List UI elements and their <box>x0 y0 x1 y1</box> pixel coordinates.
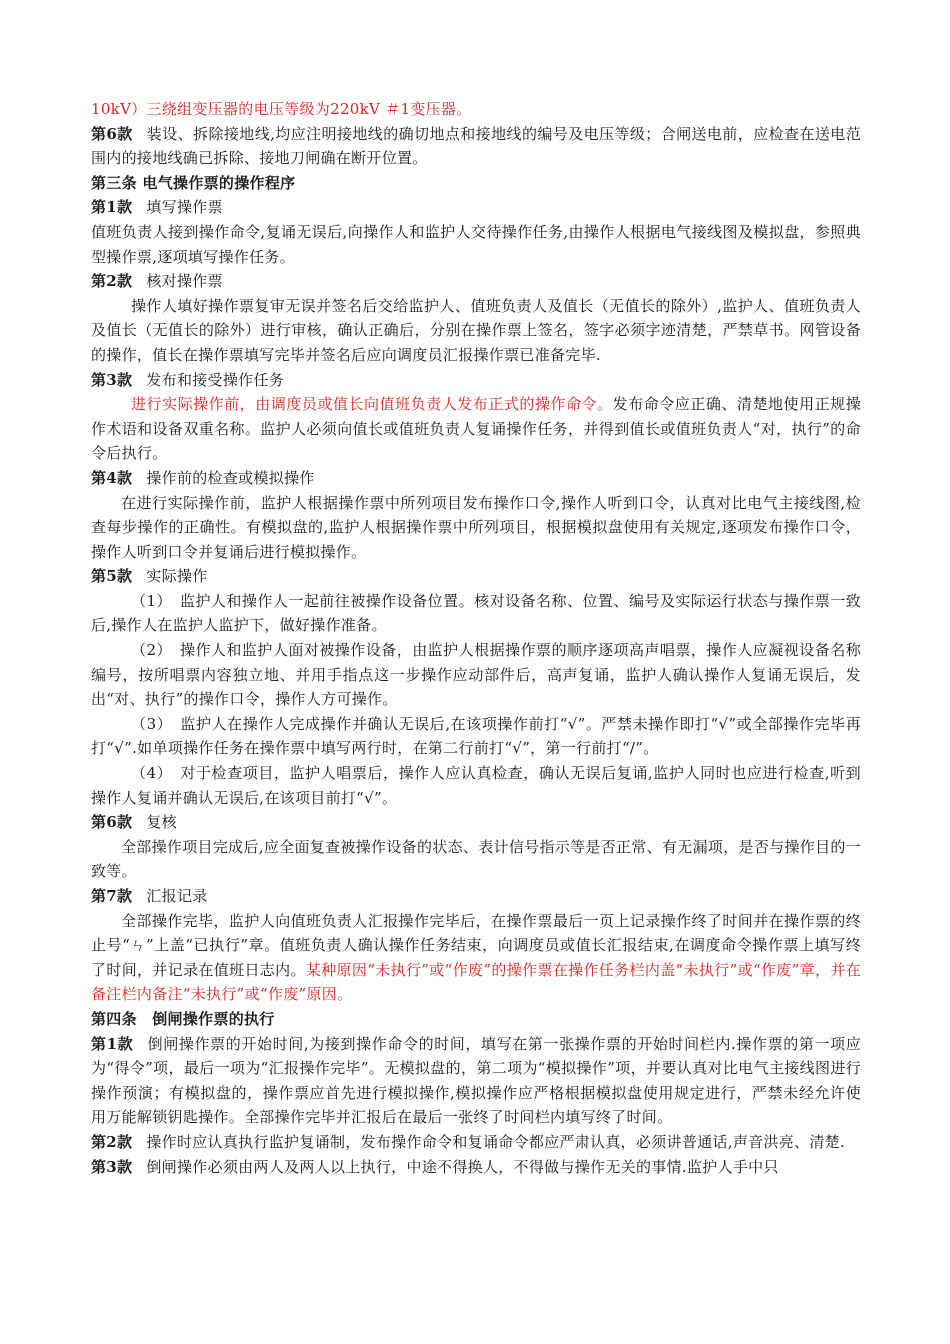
section-5-item-1: （1） 监护人和操作人一起前往被操作设备位置。核对设备名称、位置、编号及实际运行状态与操作票一致后,操作人在监护人监护下，做好操作准备。 <box>91 591 861 635</box>
document-page <box>91 97 861 1179</box>
section-5-heading: 第5款 <box>91 567 133 586</box>
section-5-item-3: （3） 监护人在操作人完成操作并确认无误后,在该项操作前打“√”。严禁未操作即打“√”或全部操作完毕再打“√”.如单项操作任务在操作票中填写两行时，在第二行前打“√”，第一行前打“/”。 <box>91 714 861 758</box>
section-3-heading-line <box>91 368 861 393</box>
section-3-paragraph <box>91 392 861 466</box>
exec-1-text: 倒闸操作票的开始时间,为接到操作命令的时间，填写在第一张操作票的开始时间栏内.操作票的第一项应为“得令”项，最后一项为“汇报操作完毕”。无模拟盘的，第二项为“模拟操作”项，并要认真对比电气主接线图进行操作预演；有模拟盘的，操作票应首先进行模拟操作,模拟操作应严格根据模拟盘使用规定进行，严禁未经允许使用万能解锁钥匙操作。全部操作完毕并汇报后在最后一张终了时间栏内填写终了时间。 <box>91 1034 862 1127</box>
exec-3-paragraph <box>91 1155 861 1180</box>
section-1-heading-line <box>91 195 861 220</box>
section-2-heading-line <box>91 269 861 294</box>
section-2-heading: 第2款 <box>91 272 133 291</box>
section-7-heading: 第7款 <box>91 887 133 905</box>
section-2-text: 操作人填好操作票复审无误并签名后交给监护人、值班负责人及值长（无值长的除外）,监护人、值班负责人及值长（无值长的除外）进行审核，确认正确后，分别在操作票上签名，签字必须字迹清楚，严禁草书。网管设备的操作，值长在操作票填写完毕并签名后应向调度员汇报操作票已准备完毕. <box>91 296 861 364</box>
section-4-title: 操作前的检查或模拟操作 <box>146 468 315 487</box>
section-4-heading: 第4款 <box>91 468 133 487</box>
section-1-heading: 第1款 <box>91 198 133 217</box>
section-3-title: 发布和接受操作任务 <box>146 370 285 389</box>
section-6-heading-line <box>91 810 861 835</box>
section-3-heading: 第3款 <box>91 370 133 389</box>
section-7-red-text: 某种原因“未执行”或“作废”的操作票在操作任务栏内盖“未执行”或“作废”章，并在备注栏内备注“未执行”或“作废”原因。 <box>91 960 862 1004</box>
clause-6-text: 装设、拆除接地线,均应注明接地线的确切地点和接地线的编号及电压等级；合闸送电前，应检查在送电范围内的接地线确已拆除、接地刀闸确在断开位置。 <box>91 124 861 168</box>
clause-6-heading: 第6款 <box>91 124 133 143</box>
exec-2-paragraph <box>91 1130 861 1155</box>
section-4-heading-line <box>91 466 861 491</box>
section-2-title: 核对操作票 <box>146 272 223 291</box>
exec-3-text: 倒闸操作必须由两人及两人以上执行，中途不得换人，不得做与操作无关的事情.监护人手中只 <box>146 1157 779 1176</box>
section-1-text: 值班负责人接到操作命令,复诵无误后,向操作人和监护人交待操作任务,由操作人根据电气接线图及模拟盘，参照典型操作票,逐项填写操作任务。 <box>91 222 861 266</box>
section-7-text: 全部操作完毕，监护人向值班负责人汇报操作完毕后，在操作票最后一页上记录操作终了时间并在操作票的终止号“ㄣ”上盖“已执行”章。值班负责人确认操作任务结束，向调度员或值长汇报结束,在调度命令操作票上填写终了时间，并记录在值班日志内。 <box>91 911 861 979</box>
section-7-title: 汇报记录 <box>146 887 208 905</box>
section-5-item-4: （4） 对于检查项目，监护人唱票后，操作人应认真检查，确认无误后复诵,监护人同时也应进行检查,听到操作人复诵并确认无误后,在该项目前打“√”。 <box>91 764 861 807</box>
exec-2-heading: 第2款 <box>91 1132 133 1151</box>
article-4-title: 第四条 倒闸操作票的执行 <box>91 1009 275 1028</box>
section-3-text: 发布命令应正确、清楚地使用正规操作术语和设备双重名称。监护人必须向值长或值班负责人复诵操作任务，并得到值长或值班负责人“对，执行”的命令后执行。 <box>91 395 861 463</box>
section-6-heading: 第6款 <box>91 813 133 832</box>
section-1-title: 填写操作票 <box>146 198 223 217</box>
article-3-title: 第三条 电气操作票的操作程序 <box>91 173 296 192</box>
clause-6-paragraph <box>91 122 861 171</box>
exec-1-heading: 第1款 <box>91 1034 134 1053</box>
section-6-text: 全部操作项目完成后,应全面复查被操作设备的状态、表计信号指示等是否正常、有无漏项，是否与操作目的一致等。 <box>91 837 861 881</box>
section-5-title: 实际操作 <box>146 567 208 586</box>
section-3-red-text: 进行实际操作前，由调度员或值长向值班负责人发布正式的操作命令。 <box>131 395 613 414</box>
section-5-heading-line <box>91 564 861 589</box>
exec-3-heading: 第3款 <box>91 1157 133 1176</box>
transformer-voltage-line: 10kV）三绕组变压器的电压等级为220kV ＃1变压器。 <box>91 100 472 118</box>
section-5-item-2: （2） 操作人和监护人面对被操作设备，由监护人根据操作票的顺序逐项高声唱票，操作人应凝视设备名称编号，按所唱票内容独立地、并用手指点这一步操作应动部件后，高声复诵，监护人确认操作人复诵无误后，发出“对、执行”的操作口令，操作人方可操作。 <box>91 641 861 709</box>
exec-2-text: 操作时应认真执行监护复诵制，发布操作命令和复诵命令都应严肃认真，必须讲普通话,声音洪亮、清楚. <box>146 1132 845 1151</box>
section-7-paragraph <box>91 909 861 1007</box>
section-6-title: 复核 <box>146 813 177 832</box>
section-4-text: 在进行实际操作前，监护人根据操作票中所列项目发布操作口令,操作人听到口令，认真对比电气主接线图,检查每步操作的正确性。有模拟盘的,监护人根据操作票中所列项目，根据模拟盘使用有关规定,逐项发布操作口令，操作人听到口令并复诵后进行模拟操作。 <box>91 493 861 561</box>
exec-1-paragraph <box>91 1032 861 1130</box>
section-7-heading-line <box>91 884 861 909</box>
